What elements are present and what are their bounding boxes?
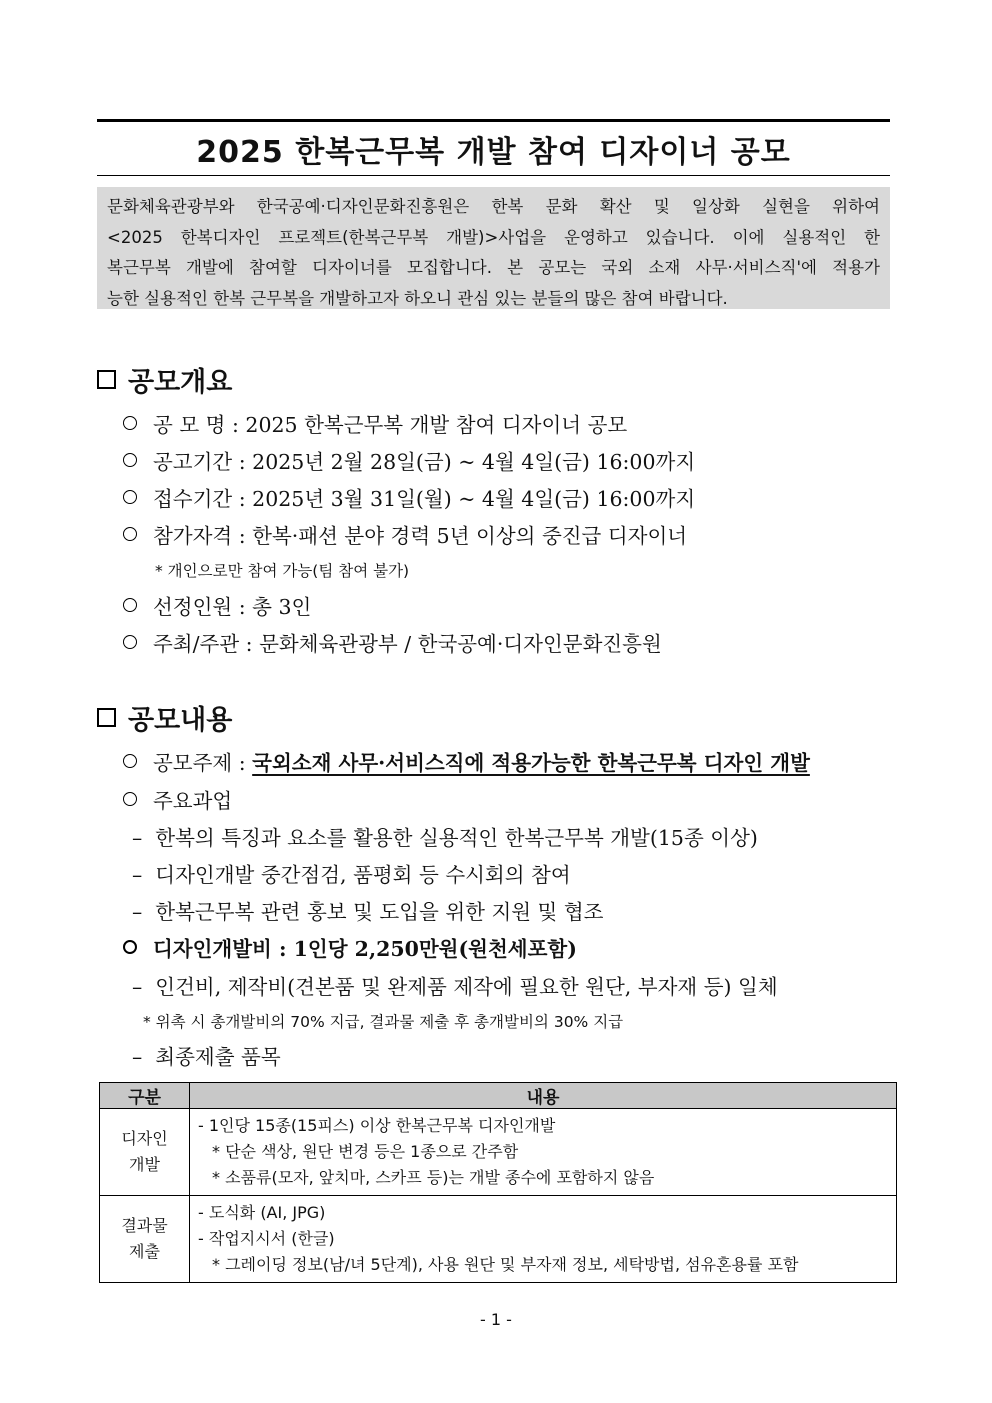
theme-label: 공모주제 bbox=[153, 751, 233, 775]
circle-bullet-icon bbox=[123, 490, 137, 504]
circle-bullet-icon bbox=[123, 754, 137, 768]
square-bullet-icon bbox=[97, 708, 116, 727]
content-line: - 도식화 (AI, JPG) bbox=[198, 1203, 326, 1222]
overview-item: 공 모 명 : 2025 한복근무복 개발 참여 디자이너 공모 bbox=[123, 408, 627, 438]
section-heading-overview bbox=[97, 360, 232, 399]
circle-bullet-icon bbox=[123, 416, 137, 430]
section-heading-text: 공모개요 bbox=[128, 367, 233, 398]
eligibility-note: * 개인으로만 참여 가능(팀 참여 불가) bbox=[155, 562, 410, 580]
tasks-label: 주요과업 bbox=[153, 789, 233, 813]
table-row bbox=[100, 1109, 897, 1196]
category-line: 개발 bbox=[129, 1155, 160, 1174]
item-value: 2025년 3월 31일(월) ~ 4월 4일(금) 16:00까지 bbox=[252, 487, 696, 511]
circle-bullet-icon bbox=[123, 527, 137, 541]
item-label: 주최/주관 bbox=[153, 632, 240, 656]
fee-detail-line: – 인건비, 제작비(견본품 및 완제품 제작에 필요한 원단, 부자재 등) 일체 bbox=[132, 975, 778, 999]
overview-item: 참가자격 : 한복·패션 분야 경력 5년 이상의 중진급 디자이너 bbox=[123, 519, 687, 549]
content-line: - 작업지시서 (한글) bbox=[198, 1229, 335, 1248]
task-line: – 디자인개발 중간점검, 품평회 등 수시회의 참여 bbox=[132, 863, 571, 887]
table-content-cell bbox=[190, 1109, 897, 1196]
title-bar bbox=[97, 119, 890, 176]
table-header-content: 내용 bbox=[190, 1083, 897, 1109]
intro-box bbox=[97, 187, 890, 309]
table-content-cell bbox=[190, 1196, 897, 1283]
intro-line: 복근무복 개발에 참여할 디자이너를 모집합니다. 본 공모는 국외 소재 사무·서비스직'에 적용가 bbox=[107, 258, 880, 277]
section-heading-text: 공모내용 bbox=[128, 705, 233, 736]
item-label: 공 모 명 bbox=[153, 413, 226, 437]
item-label: 참가자격 bbox=[153, 524, 233, 548]
content-line: * 단순 색상, 원단 변경 등은 1종으로 간주함 bbox=[212, 1142, 519, 1161]
square-bullet-icon bbox=[97, 370, 116, 389]
page-number: - 1 - bbox=[480, 1310, 512, 1329]
table-category-cell bbox=[100, 1109, 190, 1196]
circle-bullet-icon bbox=[123, 940, 137, 954]
task-text: 한복의 특징과 요소를 활용한 실용적인 한복근무복 개발(15종 이상) bbox=[155, 826, 758, 850]
page-title: 2025 한복근무복 개발 참여 디자이너 공모 bbox=[196, 134, 791, 170]
intro-line: 문화체육관광부와 한국공예·디자인문화진흥원은 한복 문화 확산 및 일상화 실현을 위하여 bbox=[107, 197, 880, 216]
category-line: 디자인 bbox=[121, 1129, 168, 1148]
item-label: 선정인원 bbox=[153, 595, 233, 619]
item-value: 2025 한복근무복 개발 참여 디자이너 공모 bbox=[245, 413, 628, 437]
fee-value: 1인당 2,250만원(원천세포함) bbox=[293, 937, 577, 961]
category-line: 결과물 bbox=[121, 1216, 168, 1235]
final-label-text: 최종제출 품목 bbox=[155, 1045, 281, 1069]
tasks-item bbox=[123, 784, 232, 814]
theme-value: 국외소재 사무·서비스직에 적용가능한 한복근무복 디자인 개발 bbox=[252, 751, 810, 775]
fee-note: * 위촉 시 총개발비의 70% 지급, 결과물 제출 후 총개발비의 30% 지급 bbox=[143, 1013, 624, 1031]
overview-item: 선정인원 : 총 3인 bbox=[123, 590, 311, 620]
circle-bullet-icon bbox=[123, 792, 137, 806]
fee-label: 디자인개발비 bbox=[153, 937, 272, 961]
theme-item: 공모주제 : 국외소재 사무·서비스직에 적용가능한 한복근무복 디자인 개발 bbox=[123, 746, 810, 776]
section-heading-content bbox=[97, 698, 232, 737]
category-line: 제출 bbox=[129, 1242, 160, 1261]
task-line: – 한복의 특징과 요소를 활용한 실용적인 한복근무복 개발(15종 이상) bbox=[132, 826, 758, 850]
task-line: – 한복근무복 관련 홍보 및 도입을 위한 지원 및 협조 bbox=[132, 900, 604, 924]
item-label: 접수기간 bbox=[153, 487, 233, 511]
fee-detail-text: 인건비, 제작비(견본품 및 완제품 제작에 필요한 원단, 부자재 등) 일체 bbox=[155, 975, 778, 999]
circle-bullet-icon bbox=[123, 598, 137, 612]
task-text: 디자인개발 중간점검, 품평회 등 수시회의 참여 bbox=[155, 863, 571, 887]
table-category-cell bbox=[100, 1196, 190, 1283]
intro-line: 능한 실용적인 한복 근무복을 개발하고자 하오니 관심 있는 분들의 많은 참여 바랍니다. bbox=[107, 288, 728, 308]
final-submission-line: – 최종제출 품목 bbox=[132, 1045, 281, 1069]
table-header-row bbox=[100, 1083, 897, 1109]
item-value: 한복·패션 분야 경력 5년 이상의 중진급 디자이너 bbox=[252, 524, 688, 548]
content-line: - 1인당 15종(15피스) 이상 한복근무복 디자인개발 bbox=[198, 1116, 556, 1135]
content-line: * 소품류(모자, 앞치마, 스카프 등)는 개발 종수에 포함하지 않음 bbox=[212, 1168, 655, 1187]
task-text: 한복근무복 관련 홍보 및 도입을 위한 지원 및 협조 bbox=[155, 900, 604, 924]
table-header-category: 구분 bbox=[100, 1083, 190, 1109]
item-label: 공고기간 bbox=[153, 450, 233, 474]
overview-item: 주최/주관 : 문화체육관광부 / 한국공예·디자인문화진흥원 bbox=[123, 627, 662, 657]
table-row bbox=[100, 1196, 897, 1283]
overview-item: 접수기간 : 2025년 3월 31일(월) ~ 4월 4일(금) 16:00까지 bbox=[123, 482, 695, 512]
submission-table bbox=[99, 1082, 897, 1283]
item-value: 문화체육관광부 / 한국공예·디자인문화진흥원 bbox=[259, 632, 662, 656]
item-value: 총 3인 bbox=[252, 595, 312, 619]
circle-bullet-icon bbox=[123, 453, 137, 467]
fee-item: 디자인개발비 : 1인당 2,250만원(원천세포함) bbox=[123, 932, 577, 962]
circle-bullet-icon bbox=[123, 635, 137, 649]
intro-line: <2025 한복디자인 프로젝트(한복근무복 개발)>사업을 운영하고 있습니다. 이에 실용적인 한 bbox=[107, 227, 880, 247]
content-line: * 그레이딩 정보(남/녀 5단계), 사용 원단 및 부자재 정보, 세탁방법, 섬유혼용률 포함 bbox=[212, 1255, 799, 1274]
overview-item: 공고기간 : 2025년 2월 28일(금) ~ 4월 4일(금) 16:00까지 bbox=[123, 445, 695, 475]
item-value: 2025년 2월 28일(금) ~ 4월 4일(금) 16:00까지 bbox=[252, 450, 696, 474]
